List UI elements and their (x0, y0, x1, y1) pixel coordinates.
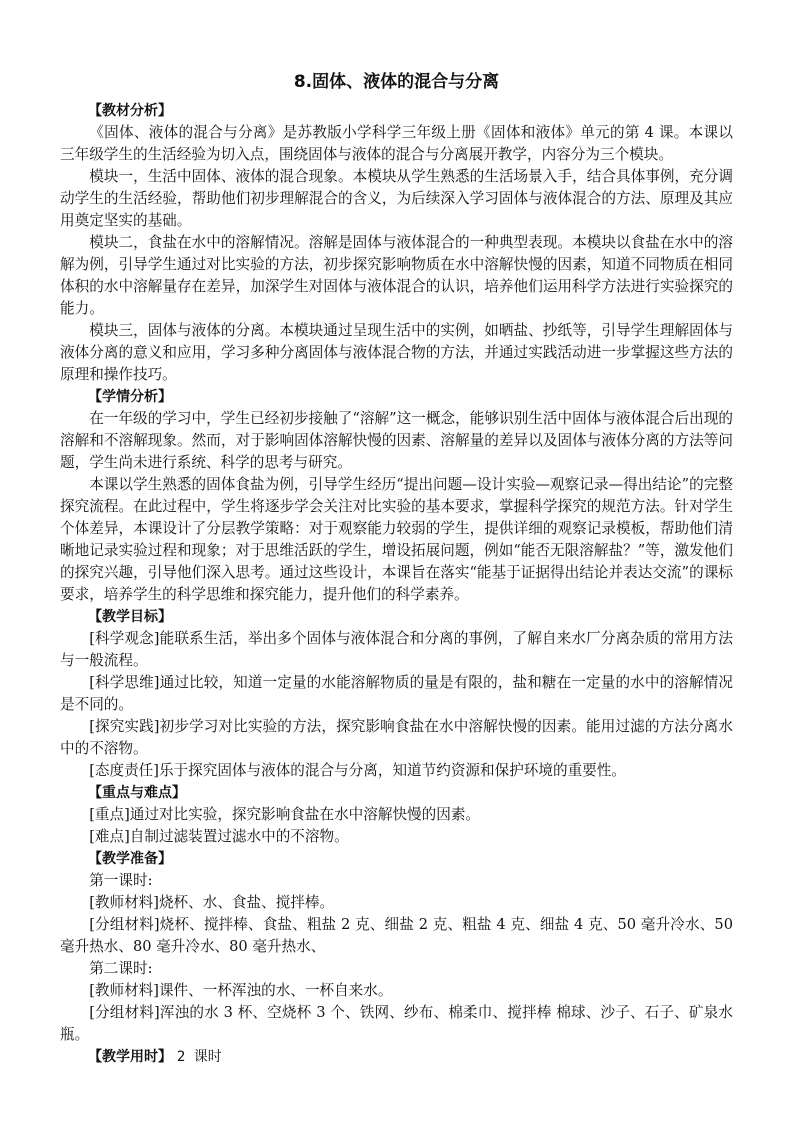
hours-heading-label: 【教学用时】 (88, 1049, 172, 1065)
section-heading-learner: 【学情分析】 (88, 389, 172, 405)
material-item: [分组材料]浑浊的水 3 杯、空烧杯 3 个、铁网、纱布、棉柔巾、搅拌棒 棉球、沙子、石子、矿泉水瓶。 (60, 1004, 733, 1043)
key-point-item: [难点]自制过滤装置过滤水中的不溶物。 (89, 828, 349, 845)
goal-item: [探究实践]初步学习对比实验的方法，探究影响食盐在水中溶解快慢的因素。能用过滤的方法分离水中的不溶物。 (60, 718, 733, 757)
paragraph: 模块一，生活中固体、液体的混合现象。本模块从学生熟悉的生活场景入手，结合具体事例，充分调动学生的生活经验，帮助他们初步理解混合的含义，为后续深入学习固体与液体混合的方法、原理及其应用奠定坚实的基础。 (60, 168, 733, 229)
section-heading-key-points: 【重点与难点】 (88, 785, 186, 801)
material-item: [教师材料]烧杯、水、食盐、搅拌棒。 (89, 894, 335, 911)
section-heading-preparation: 【教学准备】 (88, 851, 172, 867)
paragraph: 在一年级的学习中，学生已经初步接触了“溶解”这一概念，能够识别生活中固体与液体混合后出现的溶解和不溶解现象。然而，对于影响固体溶解快慢的因素、溶解量的差异以及固体与液体分离的方法等问题，学生尚未进行系统、科学的思考与研究。 (60, 410, 733, 471)
goal-item: [态度责任]乐于探究固体与液体的混合与分离，知道节约资源和保护环境的重要性。 (89, 762, 626, 779)
paragraph: 《固体、液体的混合与分离》是苏教版小学科学三年级上册《固体和液体》单元的第 4 课。本课以三年级学生的生活经验为切入点，围绕固体与液体的混合与分离展开教学，内容分为三个模块。 (60, 124, 733, 163)
page-title: 8.固体、液体的混合与分离 (293, 72, 500, 92)
material-item: [教师材料]课件、一杯浑浊的水、一杯自来水。 (89, 982, 393, 999)
paragraph: 本课以学生熟悉的固体食盐为例，引导学生经历“提出问题—设计实验—观察记录—得出结论”的完整探究流程。在此过程中，学生将逐步学会关注对比实验的基本要求，掌握科学探究的规范方法。针对学生个体差异，本课设计了分层教学策略：对于观察能力较弱的学生，提供详细的观察记录模板，帮助他们清晰地记录实验过程和现象；对于思维活跃的学生，增设拓展问题，例如“能否无限溶解盐？”等，激发他们的探究兴趣，引导他们深入思考。通过这些设计，本课旨在落实“能基于证据得出结论并表达交流”的课标要求，培养学生的科学思维和探究能力，提升他们的科学素养。 (60, 476, 733, 603)
section-heading-analysis: 【教材分析】 (88, 103, 172, 119)
goal-item: [科学观念]能联系生活，举出多个固体与液体混合和分离的事例，了解自来水厂分离杂质的常用方法与一般流程。 (60, 630, 733, 669)
section-heading-hours (60, 1046, 733, 1068)
hours-value: 2 课时 (176, 1049, 222, 1065)
lesson-label: 第二课时: (89, 960, 153, 977)
paragraph: 模块二，食盐在水中的溶解情况。溶解是固体与液体混合的一种典型表现。本模块以食盐在水中的溶解为例，引导学生通过对比实验的方法，初步探究影响物质在水中溶解快慢的因素，知道不同物质在相同体积的水中溶解量存在差异，加深学生对固体与液体混合的认识，培养他们运用科学方法进行实验探究的能力。 (60, 234, 733, 317)
lesson-label: 第一课时: (89, 872, 153, 889)
paragraph: 模块三，固体与液体的分离。本模块通过呈现生活中的实例，如晒盐、抄纸等，引导学生理解固体与液体分离的意义和应用，学习多种分离固体与液体混合物的方法，并通过实践活动进一步掌握这些方法的原理和操作技巧。 (60, 322, 733, 383)
section-heading-goals: 【教学目标】 (88, 609, 172, 625)
material-item: [分组材料]烧杯、搅拌棒、食盐、粗盐 2 克、细盐 2 克、粗盐 4 克、细盐 4 克、50 毫升冷水、50 毫升热水、80 毫升冷水、80 毫升热水、 (60, 916, 733, 955)
document-body (60, 100, 733, 1068)
key-point-item: [重点]通过对比实验，探究影响食盐在水中溶解快慢的因素。 (89, 806, 481, 823)
goal-item: [科学思维]通过比较，知道一定量的水能溶解物质的量是有限的，盐和糖在一定量的水中的溶解情况是不同的。 (60, 674, 733, 713)
